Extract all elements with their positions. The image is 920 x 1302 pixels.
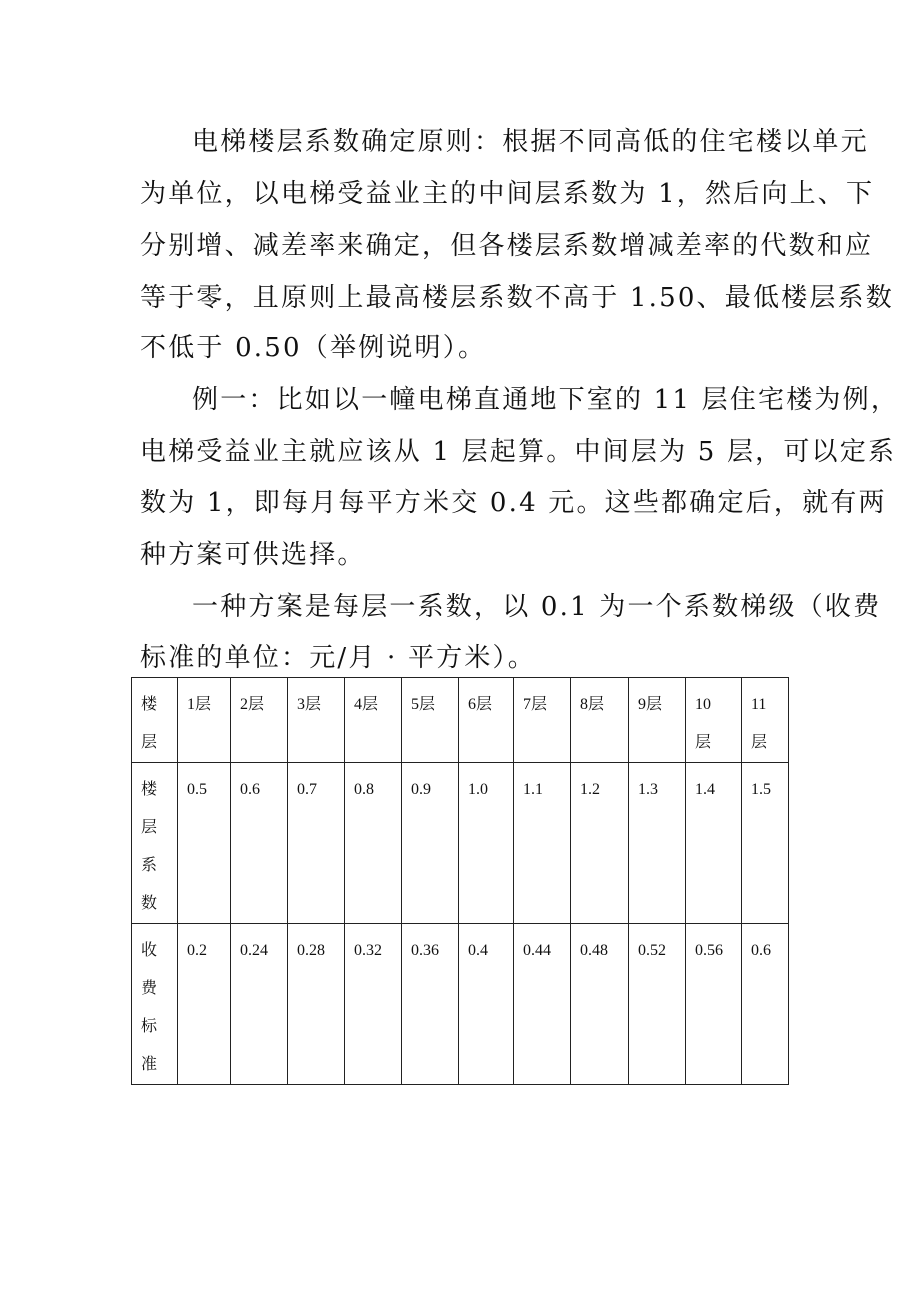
table-cell xyxy=(629,763,686,924)
cell-value: 0.9 xyxy=(411,781,431,798)
text-line: 数为 1，即每月每平方米交 0.4 元。这些都确定后，就有两 xyxy=(140,488,887,518)
table-cell xyxy=(459,924,514,1085)
text-line: 标准的单位：元/月 · 平方米）。 xyxy=(140,643,536,673)
cell-value: 1.0 xyxy=(468,781,488,798)
table-cell xyxy=(686,678,742,763)
table-cell xyxy=(514,924,571,1085)
cell-value: 2层 xyxy=(240,696,265,713)
table-cell xyxy=(514,763,571,924)
cell-value: 0.7 xyxy=(297,781,317,798)
cell-value: 1.2 xyxy=(580,781,600,798)
cell-value: 0.32 xyxy=(354,942,382,959)
cell-value: 0.8 xyxy=(354,781,374,798)
cell-value: 3层 xyxy=(297,696,322,713)
table-cell xyxy=(742,763,789,924)
table-cell xyxy=(345,678,402,763)
cell-value: 11层 xyxy=(751,696,768,751)
cell-value: 0.2 xyxy=(187,942,207,959)
table-cell xyxy=(402,763,459,924)
cell-value: 7层 xyxy=(523,696,548,713)
cell-value: 0.36 xyxy=(411,942,439,959)
text-line: 等于零，且原则上最高楼层系数不高于 1.50、最低楼层系数 xyxy=(140,283,894,313)
cell-value: 4层 xyxy=(354,696,379,713)
cell-value: 0.56 xyxy=(695,942,723,959)
table-cell xyxy=(178,763,231,924)
table-cell xyxy=(571,678,629,763)
text-line: 种方案可供选择。 xyxy=(140,540,366,570)
cell-value: 0.24 xyxy=(240,942,268,959)
cell-value: 1.3 xyxy=(638,781,658,798)
cell-value: 1.5 xyxy=(751,781,771,798)
cell-value: 0.52 xyxy=(638,942,666,959)
text-line: 分别增、减差率来确定，但各楼层系数增减差率的代数和应 xyxy=(140,231,874,261)
table-cell xyxy=(231,678,288,763)
fee-row xyxy=(132,924,789,1085)
row-label: 楼层 xyxy=(132,678,178,763)
text-line: 不低于 0.50（举例说明）。 xyxy=(140,333,487,363)
cell-value: 0.4 xyxy=(468,942,488,959)
cell-value: 0.48 xyxy=(580,942,608,959)
text-line: 电梯楼层系数确定原则：根据不同高低的住宅楼以单元 xyxy=(192,127,869,157)
cell-value: 0.5 xyxy=(187,781,207,798)
table-cell xyxy=(742,678,789,763)
cell-value: 10层 xyxy=(695,696,712,751)
text-line: 为单位，以电梯受益业主的中间层系数为 1，然后向上、下 xyxy=(140,179,875,209)
floor-coefficient-table xyxy=(131,677,789,1085)
table-cell xyxy=(742,924,789,1085)
cell-value: 0.28 xyxy=(297,942,325,959)
table-cell xyxy=(459,763,514,924)
table-cell xyxy=(345,924,402,1085)
cell-value: 8层 xyxy=(580,696,605,713)
table-cell xyxy=(402,678,459,763)
table-cell xyxy=(178,678,231,763)
table-cell xyxy=(288,678,345,763)
table-cell xyxy=(686,924,742,1085)
text-line: 一种方案是每层一系数，以 0.1 为一个系数梯级（收费 xyxy=(192,592,882,622)
row-label: 收费标准 xyxy=(132,924,178,1085)
table-cell xyxy=(629,924,686,1085)
table-cell xyxy=(686,763,742,924)
table-cell xyxy=(571,763,629,924)
table-cell xyxy=(345,763,402,924)
cell-value: 0.44 xyxy=(523,942,551,959)
table-cell xyxy=(231,924,288,1085)
table-cell xyxy=(571,924,629,1085)
cell-value: 5层 xyxy=(411,696,436,713)
floor-row xyxy=(132,678,789,763)
row-label: 楼层系数 xyxy=(132,763,178,924)
table-cell xyxy=(288,763,345,924)
cell-value: 0.6 xyxy=(240,781,260,798)
table-cell xyxy=(402,924,459,1085)
table-cell xyxy=(288,924,345,1085)
table-cell xyxy=(459,678,514,763)
text-line: 电梯受益业主就应该从 1 层起算。中间层为 5 层，可以定系 xyxy=(140,437,897,467)
text-line: 例一：比如以一幢电梯直通地下室的 11 层住宅楼为例， xyxy=(192,385,900,415)
cell-value: 9层 xyxy=(638,696,663,713)
table-cell xyxy=(514,678,571,763)
cell-value: 1.1 xyxy=(523,781,543,798)
cell-value: 0.6 xyxy=(751,942,771,959)
cell-value: 1.4 xyxy=(695,781,715,798)
cell-value: 6层 xyxy=(468,696,493,713)
cell-value: 1层 xyxy=(187,696,212,713)
table-cell xyxy=(629,678,686,763)
table-cell xyxy=(178,924,231,1085)
table-cell xyxy=(231,763,288,924)
coefficient-row xyxy=(132,763,789,924)
